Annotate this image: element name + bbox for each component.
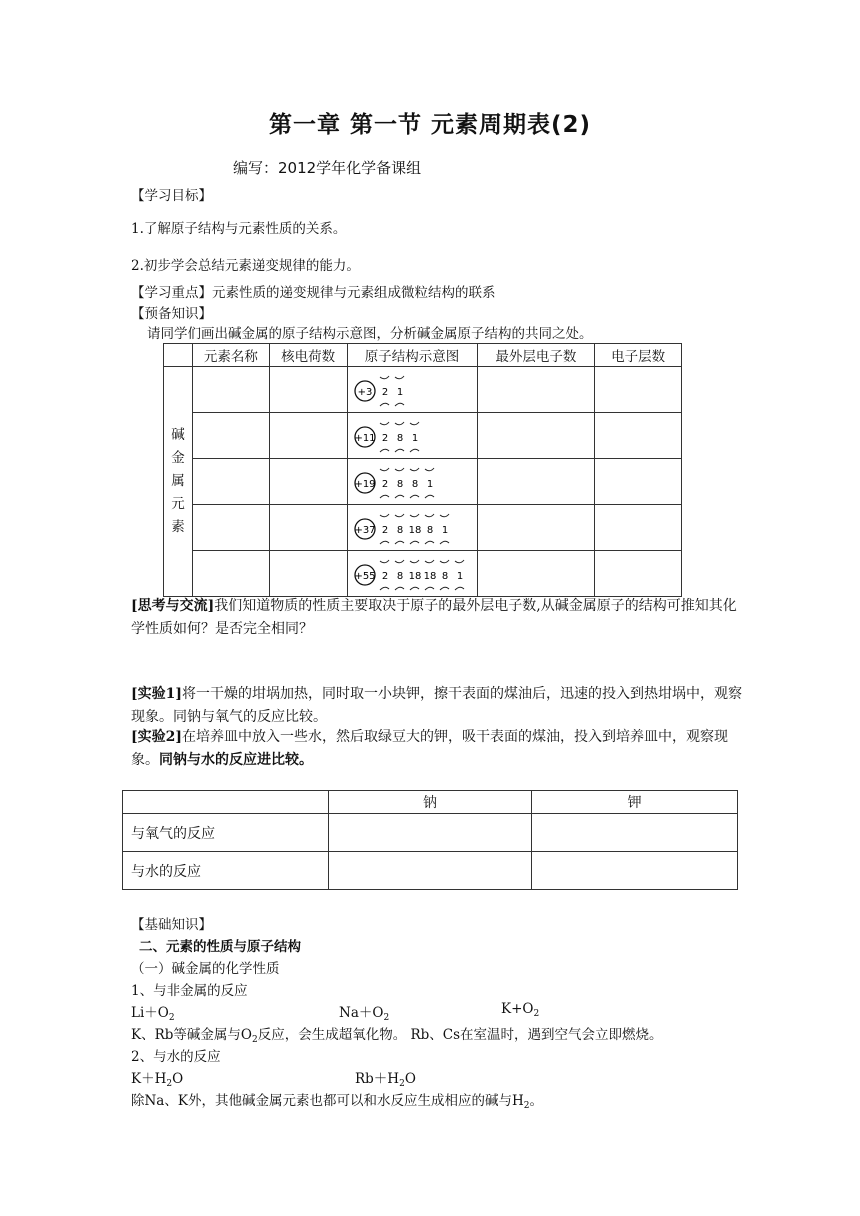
alkali-structure-table — [163, 343, 682, 597]
experiment-2-bold-tail: 同钠与水的反应进比较。 — [159, 752, 313, 768]
shell-electron-count: 18 — [408, 525, 421, 536]
equation-text: K+O — [501, 1001, 534, 1017]
shell-electron-count: 8 — [411, 479, 418, 490]
shell-arc-bottom — [380, 449, 389, 452]
shell-arc-bottom — [380, 403, 389, 406]
atom-diagram-rb — [352, 510, 472, 548]
equation-text: O — [172, 1071, 184, 1087]
page-title: 第一章 第一节 元素周期表(2) — [268, 112, 592, 138]
subscript: 2 — [523, 1101, 530, 1111]
shell-arc-bottom — [395, 495, 404, 498]
subscript: 2 — [168, 1013, 175, 1023]
experiment-1-label: [实验1] — [131, 686, 182, 702]
atom-diagram-li — [352, 372, 472, 410]
table-row — [164, 459, 682, 505]
table-row — [164, 413, 682, 459]
focus-text: 元素性质的递变规律与元素组成微粒结构的联系 — [212, 285, 496, 301]
reaction-header-row — [123, 791, 738, 814]
header-shell-count: 电子层数 — [595, 344, 682, 367]
shell-count-cell[interactable] — [595, 505, 682, 551]
shell-arc-top — [410, 560, 419, 563]
shell-electron-count: 1 — [441, 525, 448, 536]
nuclear-charge-cell[interactable] — [269, 459, 347, 505]
experiment-2-paragraph — [131, 726, 743, 772]
note-text: 除Na、K外，其他碱金属元素也都可以和水反应生成相应的碱与H — [131, 1093, 524, 1109]
atom-diagram-cell — [347, 367, 477, 413]
shell-arc-top — [380, 468, 389, 471]
nucleus-charge: +55 — [353, 571, 376, 582]
author-line: 编写：2012学年化学备课组 — [233, 159, 422, 177]
shell-arc-bottom — [425, 495, 434, 498]
experiment-2-label: [实验2] — [131, 729, 182, 745]
shell-arc-bottom — [440, 541, 449, 544]
note-text: K、Rb等碱金属与O — [131, 1027, 252, 1043]
table-row — [164, 505, 682, 551]
shell-electron-count: 1 — [426, 479, 433, 490]
equation-text: K＋H — [131, 1071, 167, 1087]
shell-arc-top — [380, 514, 389, 517]
shell-arc-bottom — [395, 403, 404, 406]
outer-electrons-cell[interactable] — [477, 505, 595, 551]
shell-count-cell[interactable] — [595, 413, 682, 459]
water-reaction-note — [131, 1089, 543, 1111]
discussion-label: [思考与交流] — [131, 598, 215, 614]
header-structure-diagram: 原子结构示意图 — [347, 344, 477, 367]
shell-arc-bottom — [380, 495, 389, 498]
equation-k-o2 — [501, 1001, 539, 1019]
item-water-reaction: 2、与水的反应 — [131, 1049, 221, 1065]
objective-item-1: 1.了解原子结构与元素性质的关系。 — [131, 221, 347, 237]
shell-arc-top — [395, 514, 404, 517]
element-name-cell[interactable] — [192, 367, 269, 413]
shell-electron-count: 8 — [396, 571, 403, 582]
shell-arc-bottom — [440, 587, 449, 590]
shell-electron-count: 1 — [396, 387, 403, 398]
element-name-cell[interactable] — [192, 413, 269, 459]
outer-electrons-cell[interactable] — [477, 413, 595, 459]
shell-electron-count: 8 — [441, 571, 448, 582]
subscript: 2 — [251, 1035, 258, 1045]
shell-count-cell[interactable] — [595, 367, 682, 413]
equation-na-o2 — [339, 1001, 389, 1023]
basics-header: 【基础知识】 — [131, 917, 212, 933]
shell-arc-top — [410, 422, 419, 425]
equation-rb-h2o — [355, 1067, 416, 1089]
atom-diagram-cell — [347, 459, 477, 505]
table-row — [164, 551, 682, 597]
atom-diagram-na — [352, 418, 472, 456]
group-label-cell — [164, 367, 193, 597]
shell-electron-count: 2 — [381, 433, 388, 444]
objective-item-2: 2.初步学会总结元素递变规律的能力。 — [131, 258, 360, 274]
shell-electron-count: 8 — [396, 479, 403, 490]
shell-arc-top — [395, 468, 404, 471]
shell-arc-top — [410, 468, 419, 471]
shell-electron-count: 2 — [381, 525, 388, 536]
shell-count-cell[interactable] — [595, 459, 682, 505]
shell-arc-top — [380, 422, 389, 425]
shell-arc-top — [380, 376, 389, 379]
shell-arc-top — [425, 468, 434, 471]
experiment-1-paragraph — [131, 683, 743, 729]
header-outer-electrons: 最外层电子数 — [477, 344, 595, 367]
nucleus-charge: +11 — [353, 433, 376, 444]
experiment-1-text: 将一干燥的坩埚加热，同时取一小块钾，擦干表面的煤油后，迅速的投入到热坩埚中，观察现象。同钠与氧气的反应比较。 — [131, 686, 742, 725]
table-header-row — [164, 344, 682, 367]
shell-arc-bottom — [410, 541, 419, 544]
subscript: 2 — [166, 1079, 173, 1089]
equation-text: O — [404, 1071, 416, 1087]
shell-electron-count: 2 — [381, 479, 388, 490]
row-label-oxygen: 与氧气的反应 — [123, 814, 329, 852]
shell-electron-count: 18 — [423, 571, 436, 582]
shell-arc-bottom — [410, 495, 419, 498]
shell-arc-bottom — [395, 449, 404, 452]
shell-arc-bottom — [410, 449, 419, 452]
header-potassium: 钾 — [532, 791, 738, 814]
header-nuclear-charge: 核电荷数 — [269, 344, 347, 367]
atom-diagram-cell — [347, 551, 477, 597]
superoxide-note — [131, 1023, 663, 1045]
shell-arc-top — [395, 560, 404, 563]
focus-label: 【学习重点】 — [131, 285, 212, 301]
nucleus-charge: +37 — [353, 525, 376, 536]
shell-arc-bottom — [425, 587, 434, 590]
nuclear-charge-cell[interactable] — [269, 413, 347, 459]
shell-arc-bottom — [395, 587, 404, 590]
table-corner-cell — [164, 344, 193, 367]
element-name-cell[interactable] — [192, 551, 269, 597]
equation-li-o2 — [131, 1001, 175, 1023]
element-name-cell[interactable] — [192, 505, 269, 551]
sodium-oxygen-cell[interactable] — [328, 814, 532, 852]
discussion-paragraph — [131, 595, 743, 641]
outer-electrons-cell[interactable] — [477, 459, 595, 505]
experiment-2-text: 在培养皿中放入一些水，然后取绿豆大的钾，吸干表面的煤油，投入到培养皿中，观察现象。 — [131, 729, 728, 768]
nuclear-charge-cell[interactable] — [269, 551, 347, 597]
atom-diagram-cs — [352, 556, 472, 594]
shell-arc-top — [425, 560, 434, 563]
header-element-name: 元素名称 — [192, 344, 269, 367]
section-heading: 二、元素的性质与原子结构 — [139, 939, 301, 955]
nucleus-charge: +3 — [357, 387, 372, 398]
shell-arc-bottom — [380, 587, 389, 590]
subscript: 2 — [399, 1079, 405, 1089]
shell-arc-top — [380, 560, 389, 563]
prep-intro: 请同学们画出碱金属的原子结构示意图，分析碱金属原子结构的共同之处。 — [147, 326, 593, 342]
atom-diagram-cell — [347, 413, 477, 459]
discussion-text: 我们知道物质的性质主要取决于原子的最外层电子数,从碱金属原子的结构可推知其化学性质如何？是否完全相同？ — [131, 598, 737, 637]
objectives-header: 【学习目标】 — [131, 188, 212, 204]
shell-electron-count: 8 — [396, 433, 403, 444]
shell-count-cell[interactable] — [595, 551, 682, 597]
table-row — [164, 367, 682, 413]
atom-diagram-k — [352, 464, 472, 502]
nuclear-charge-cell[interactable] — [269, 367, 347, 413]
shell-arc-bottom — [380, 541, 389, 544]
table-row — [123, 814, 738, 852]
shell-electron-count: 1 — [456, 571, 463, 582]
equation-text: Na＋O — [339, 1005, 384, 1021]
equation-text: Li＋O — [131, 1005, 169, 1021]
atom-diagram-cell — [347, 505, 477, 551]
equation-k-h2o — [131, 1067, 183, 1089]
nucleus-charge: +19 — [353, 479, 376, 490]
prep-header: 【预备知识】 — [131, 306, 212, 322]
focus-line — [131, 281, 496, 301]
shell-electron-count: 2 — [381, 387, 388, 398]
shell-arc-top — [395, 376, 404, 379]
equation-text: Rb＋H — [355, 1071, 400, 1087]
nuclear-charge-cell[interactable] — [269, 505, 347, 551]
shell-electron-count: 8 — [426, 525, 433, 536]
shell-arc-top — [410, 514, 419, 517]
subscript: 2 — [383, 1013, 390, 1023]
row-label-water: 与水的反应 — [123, 852, 329, 890]
element-name-cell[interactable] — [192, 459, 269, 505]
potassium-water-cell[interactable] — [532, 852, 738, 890]
header-sodium: 钠 — [328, 791, 532, 814]
shell-arc-bottom — [425, 541, 434, 544]
shell-arc-top — [455, 560, 464, 563]
subscript: 2 — [533, 1009, 540, 1019]
shell-arc-top — [440, 560, 449, 563]
shell-arc-top — [395, 422, 404, 425]
outer-electrons-cell[interactable] — [477, 551, 595, 597]
shell-electron-count: 2 — [381, 571, 388, 582]
note-text: 。 — [529, 1093, 543, 1109]
outer-electrons-cell[interactable] — [477, 367, 595, 413]
shell-arc-bottom — [395, 541, 404, 544]
shell-arc-top — [440, 514, 449, 517]
shell-electron-count: 8 — [396, 525, 403, 536]
reaction-comparison-table — [122, 790, 738, 890]
subsection-heading: （一）碱金属的化学性质 — [131, 961, 280, 977]
sodium-water-cell[interactable] — [328, 852, 532, 890]
shell-electron-count: 1 — [411, 433, 418, 444]
reaction-corner-cell — [123, 791, 329, 814]
shell-arc-bottom — [410, 587, 419, 590]
group-label: 碱金属元素 — [171, 427, 185, 535]
potassium-oxygen-cell[interactable] — [532, 814, 738, 852]
shell-electron-count: 18 — [408, 571, 421, 582]
table-row — [123, 852, 738, 890]
note-text: 反应，会生成超氧化物。 Rb、Cs在室温时，遇到空气会立即燃烧。 — [257, 1027, 663, 1043]
shell-arc-top — [425, 514, 434, 517]
shell-arc-bottom — [455, 587, 464, 590]
item-nonmetal-reaction: 1、与非金属的反应 — [131, 983, 248, 999]
